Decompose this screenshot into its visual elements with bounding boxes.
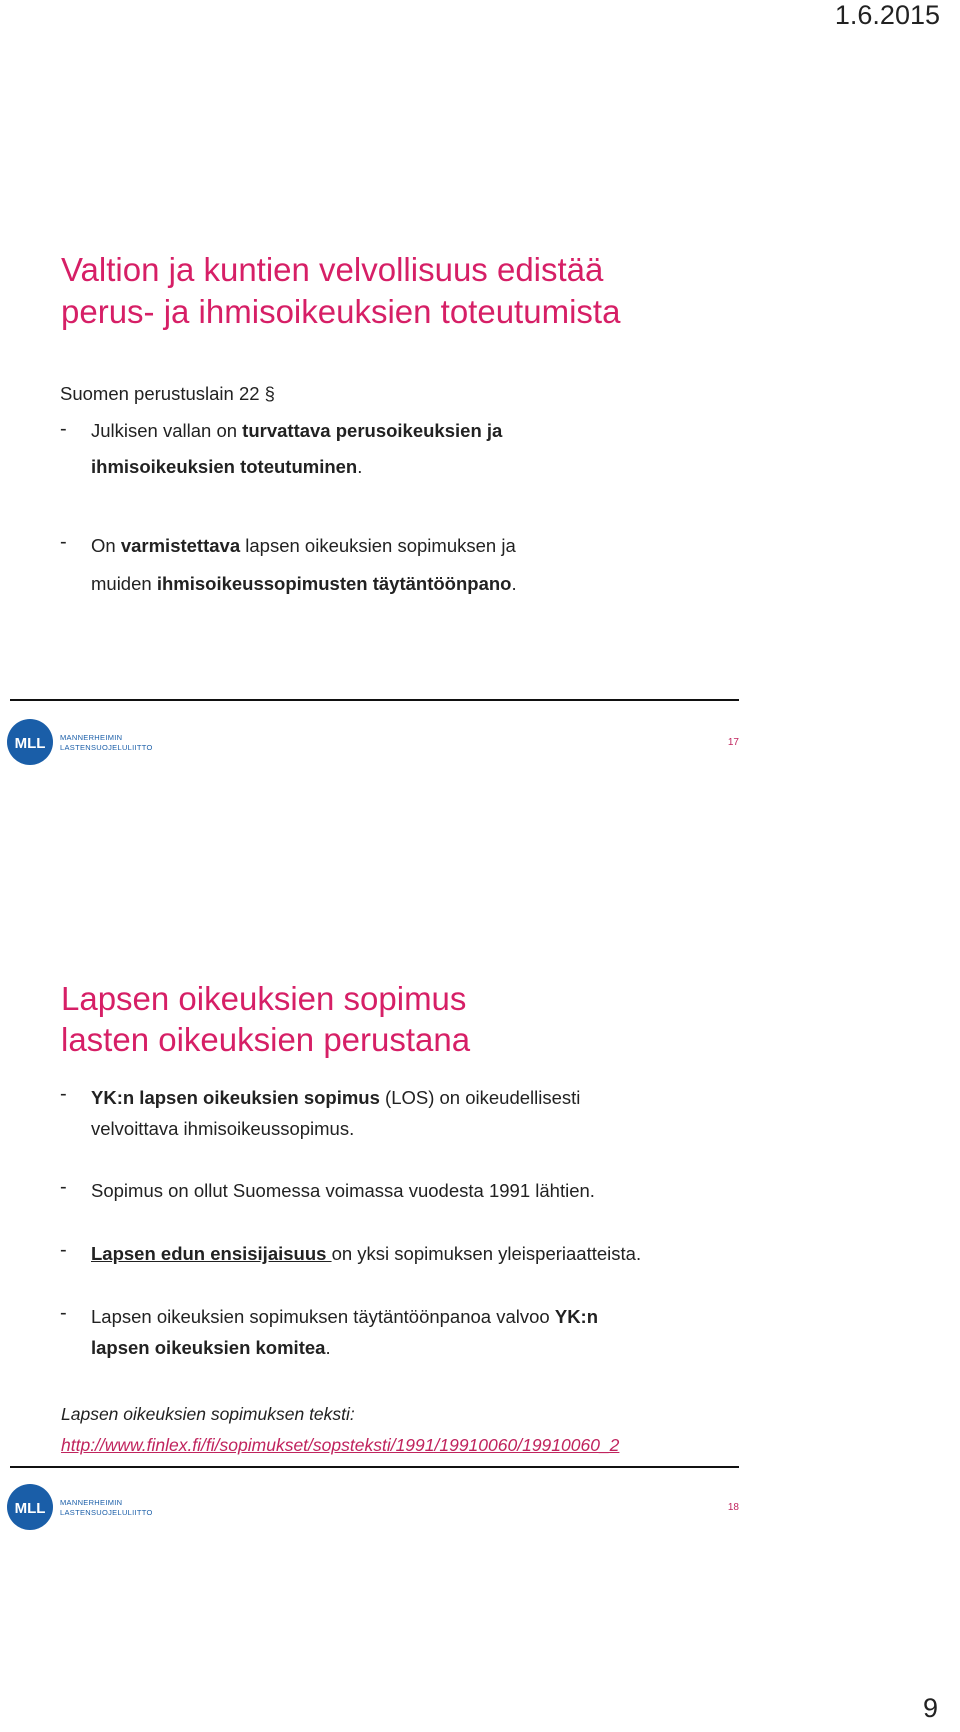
svg-text:LASTENSUOJELULIITTO: LASTENSUOJELULIITTO [60, 743, 152, 752]
bullet-dash: - [60, 418, 67, 440]
slide17-number: 17 [727, 737, 739, 748]
mll-logo-mark [7, 1483, 152, 1531]
bullet-dash: - [60, 531, 67, 553]
bullet-line: Sopimus on ollut Suomessa voimassa vuodesta 1991 lähtien. [91, 1180, 595, 1201]
slide18-bullet-1 [0, 1085, 960, 1145]
slide18-title-line1: Lapsen oikeuksien sopimus [61, 980, 467, 1017]
slide18-bullet-4 [0, 1304, 960, 1364]
mll-logo [7, 1483, 152, 1531]
svg-text:MANNERHEIMIN: MANNERHEIMIN [60, 1498, 123, 1507]
slide17-bullet-2 [0, 533, 960, 593]
bullet-dash: - [60, 1302, 67, 1324]
bullet-dash: - [60, 1083, 67, 1105]
bullet-line: On varmistettava lapsen oikeuksien sopimuksen ja [91, 535, 516, 556]
slide17-title-line2: perus- ja ihmisoikeuksien toteutumista [61, 293, 621, 330]
bullet-line: velvoittava ihmisoikeussopimus. [91, 1118, 355, 1139]
slide18-number: 18 [727, 1502, 739, 1513]
bullet-line: ihmisoikeuksien toteutuminen. [91, 456, 363, 477]
bullet-line: YK:n lapsen oikeuksien sopimus (LOS) on oikeudellisesti [91, 1087, 581, 1108]
page-number: 9 [922, 1693, 938, 1723]
slide18-source-label: Lapsen oikeuksien sopimuksen teksti: [61, 1404, 355, 1424]
slide17-divider [10, 699, 739, 701]
svg-text:MANNERHEIMIN: MANNERHEIMIN [60, 733, 123, 742]
mll-logo [7, 718, 152, 766]
bullet-line: lapsen oikeuksien komitea. [91, 1337, 331, 1358]
bullet-dash: - [60, 1239, 67, 1261]
mll-logo-mark [7, 718, 152, 766]
emphasis-underlined: Lapsen edun ensisijaisuus [91, 1243, 332, 1264]
bullet-line: muiden ihmisoikeussopimusten täytäntöönpano. [91, 573, 517, 594]
slide18-divider [10, 1466, 739, 1468]
page-date: 1.6.2015 [834, 0, 940, 30]
bullet-line: Lapsen oikeuksien sopimuksen täytäntöönpanoa valvoo YK:n [91, 1306, 599, 1327]
slide17-title-line1: Valtion ja kuntien velvollisuus edistää [61, 251, 604, 288]
svg-text:LASTENSUOJELULIITTO: LASTENSUOJELULIITTO [60, 1508, 152, 1517]
bullet-line: Julkisen vallan on turvattava perusoikeuksien ja [91, 420, 503, 441]
slide18-bullet-2 [0, 1178, 960, 1208]
slide18-title-line2: lasten oikeuksien perustana [61, 1021, 471, 1058]
slide17-intro: Suomen perustuslain 22 § [60, 383, 275, 404]
svg-text:MLL: MLL [14, 1500, 46, 1517]
bullet-dash: - [60, 1176, 67, 1198]
slide18-source-link[interactable]: http://www.finlex.fi/fi/sopimukset/sopsteksti/1991/19910060/19910060_2 [61, 1435, 620, 1455]
slide17-bullet-1 [0, 418, 960, 478]
bullet-line: Lapsen edun ensisijaisuus on yksi sopimuksen yleisperiaatteista. [91, 1243, 642, 1264]
svg-text:MLL: MLL [14, 735, 46, 752]
slide18-bullet-3 [0, 1241, 960, 1271]
